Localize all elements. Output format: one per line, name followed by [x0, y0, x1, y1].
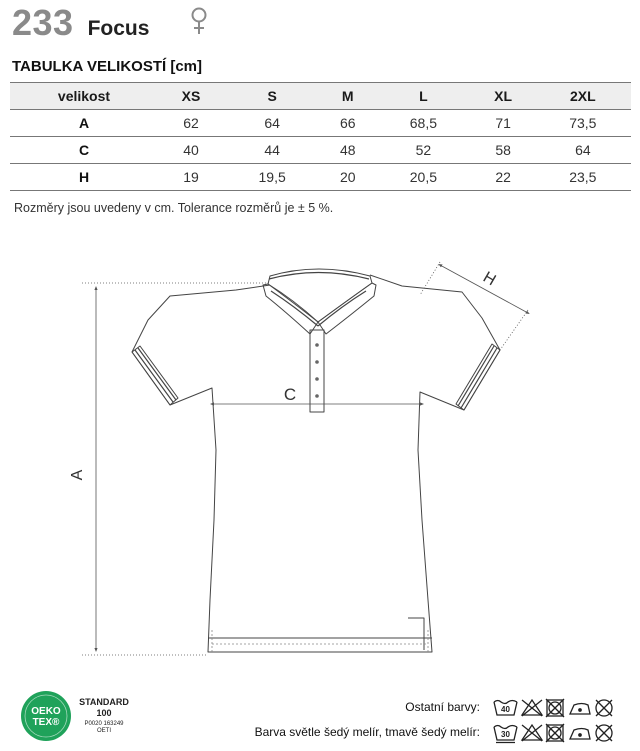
polo-shirt-diagram — [0, 240, 640, 670]
row-label: A — [10, 110, 158, 137]
iron-icon — [570, 704, 590, 715]
no-dry-clean-icon — [596, 725, 612, 741]
table-cell: 62 — [158, 110, 224, 137]
column-header: S — [224, 83, 320, 110]
column-header: XS — [158, 83, 224, 110]
size-table-title: TABULKA VELIKOSTÍ [cm] — [12, 58, 202, 75]
table-cell: 68,5 — [375, 110, 471, 137]
dimension-h-label: H — [479, 268, 499, 290]
no-tumble-dry-icon — [546, 699, 564, 717]
table-cell: 19,5 — [224, 164, 320, 191]
care-symbols — [492, 722, 634, 744]
dimension-h — [420, 262, 528, 350]
oeko-tex-logo — [20, 690, 72, 742]
table-cell: 73,5 — [535, 110, 631, 137]
column-header: M — [320, 83, 375, 110]
no-tumble-dry-icon — [546, 724, 564, 742]
oeko-tex-logo-text-1: OEKO — [31, 706, 61, 717]
certificate-code: P0020 163249 — [84, 721, 124, 727]
product-code: 233 — [12, 2, 74, 43]
table-cell: 20 — [320, 164, 375, 191]
size-table-header-row — [10, 83, 631, 110]
table-cell: 71 — [472, 110, 535, 137]
table-cell: 64 — [535, 137, 631, 164]
wash-temperature: 40 — [501, 705, 510, 714]
iron-icon — [570, 729, 590, 740]
placket-buttons — [315, 343, 319, 398]
table-cell: 23,5 — [535, 164, 631, 191]
certificate-institute: OETI — [96, 728, 111, 734]
table-row — [10, 110, 631, 137]
care-row-melange-colors — [200, 722, 640, 744]
standard-number: 100 — [96, 708, 112, 718]
standard-label: STANDARD — [79, 697, 129, 707]
placket — [310, 330, 324, 412]
table-cell: 22 — [472, 164, 535, 191]
female-icon — [188, 6, 210, 36]
product-name: Focus — [87, 17, 150, 40]
dimension-a — [82, 283, 270, 655]
row-label: C — [10, 137, 158, 164]
no-dry-clean-icon — [596, 700, 612, 716]
wash-temperature: 30 — [501, 730, 510, 739]
no-bleach-icon — [522, 725, 542, 741]
dimension-c-label: C — [283, 385, 297, 404]
table-row — [10, 164, 631, 191]
table-cell: 20,5 — [375, 164, 471, 191]
column-header: velikost — [10, 83, 158, 110]
dimension-a-label: A — [69, 469, 86, 481]
care-row-label: Ostatní barvy: — [405, 700, 480, 714]
size-table — [10, 82, 631, 191]
table-cell: 40 — [158, 137, 224, 164]
table-cell: 19 — [158, 164, 224, 191]
oeko-tex-standard — [76, 697, 132, 734]
table-cell: 66 — [320, 110, 375, 137]
oeko-tex-logo-text-2: TEX® — [32, 717, 60, 728]
table-row — [10, 137, 631, 164]
care-row-other-colors — [200, 697, 640, 719]
table-cell: 44 — [224, 137, 320, 164]
table-cell: 48 — [320, 137, 375, 164]
column-header: L — [375, 83, 471, 110]
tolerance-note: Rozměry jsou uvedeny v cm. Tolerance rozměrů je ± 5 %. — [14, 201, 334, 215]
column-header: XL — [472, 83, 535, 110]
care-symbols — [492, 697, 634, 719]
table-cell: 52 — [375, 137, 471, 164]
care-row-label: Barva světle šedý melír, tmavě šedý melír: — [254, 725, 480, 739]
product-header — [12, 2, 149, 42]
table-cell: 58 — [472, 137, 535, 164]
row-label: H — [10, 164, 158, 191]
table-cell: 64 — [224, 110, 320, 137]
column-header: 2XL — [535, 83, 631, 110]
no-bleach-icon — [522, 700, 542, 716]
shirt-outline — [132, 275, 500, 652]
